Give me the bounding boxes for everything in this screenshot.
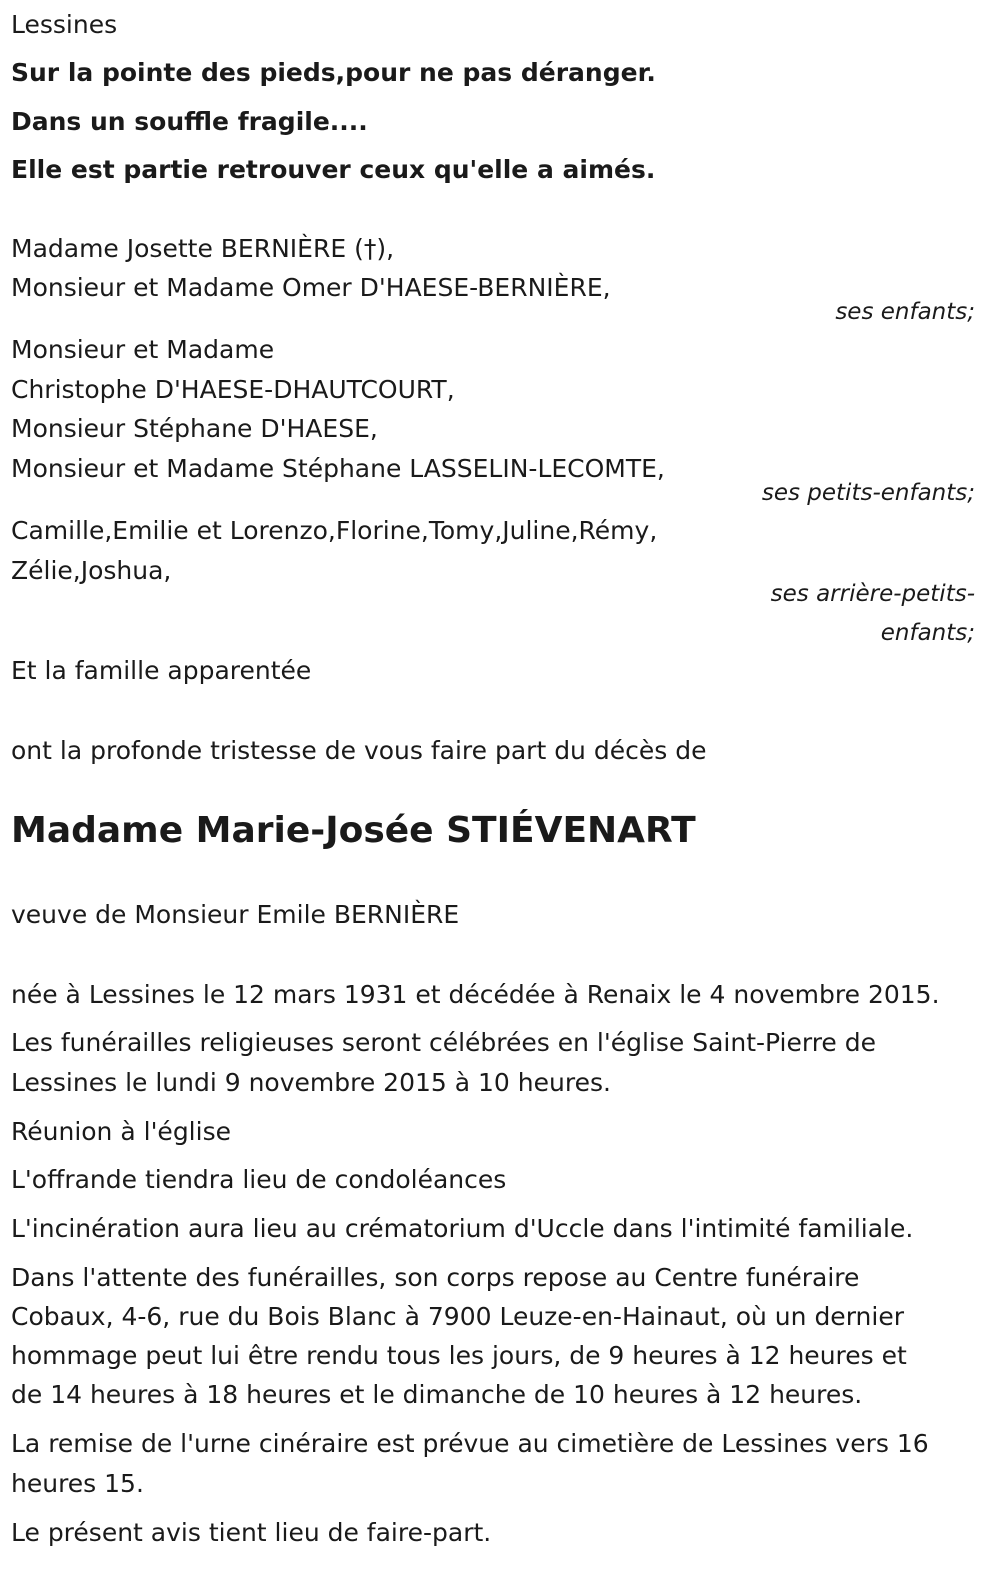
relatives: Et la famille apparentée [11, 656, 312, 685]
viewing-line-2: Cobaux, 4-6, rue du Bois Blanc à 7900 Leuze-en-Hainaut, où un dernier [11, 1302, 904, 1331]
great-grandchildren-label-1: ses arrière-petits- [770, 581, 975, 607]
grandchild-2: Christophe D'HAESE-DHAUTCOURT, [11, 375, 455, 404]
great-grandchildren-label-2: enfants; [880, 620, 975, 646]
cremation: L'incinération aura lieu au crématorium d'Uccle dans l'intimité familiale. [11, 1214, 914, 1243]
funeral-line-1: Les funérailles religieuses seront célébrées en l'église Saint-Pierre de [11, 1028, 877, 1057]
viewing-line-1: Dans l'attente des funérailles, son corps repose au Centre funéraire [11, 1263, 860, 1292]
viewing-line-3: hommage peut lui être rendu tous les jours, de 9 heures à 12 heures et [11, 1341, 907, 1370]
widow-of: veuve de Monsieur Emile BERNIÈRE [11, 900, 460, 929]
urn-line-1: La remise de l'urne cinéraire est prévue au cimetière de Lessines vers 16 [11, 1429, 929, 1458]
urn-line-2: heures 15. [11, 1469, 144, 1498]
place-name: Lessines [11, 10, 118, 39]
funeral-line-2: Lessines le lundi 9 novembre 2015 à 10 heures. [11, 1068, 611, 1097]
grandchild-3: Monsieur Stéphane D'HAESE, [11, 414, 378, 443]
birth-death: née à Lessines le 12 mars 1931 et décédée à Renaix le 4 novembre 2015. [11, 980, 940, 1009]
grandchild-4: Monsieur et Madame Stéphane LASSELIN-LECOMTE, [11, 454, 665, 483]
deceased-name: Madame Marie-Josée STIÉVENART [11, 810, 696, 851]
notice: Le présent avis tient lieu de faire-part. [11, 1518, 492, 1547]
grandchild-1: Monsieur et Madame [11, 335, 275, 364]
viewing-line-4: de 14 heures à 18 heures et le dimanche de 10 heures à 12 heures. [11, 1380, 863, 1409]
grandchildren-label: ses petits-enfants; [761, 480, 975, 506]
meeting: Réunion à l'église [11, 1117, 231, 1146]
poem-line-1: Sur la pointe des pieds,pour ne pas déranger. [11, 58, 656, 87]
great-grandchild-1: Camille,Emilie et Lorenzo,Florine,Tomy,Juline,Rémy, [11, 516, 658, 545]
great-grandchild-2: Zélie,Joshua, [11, 556, 172, 585]
offering: L'offrande tiendra lieu de condoléances [11, 1165, 507, 1194]
children-label: ses enfants; [835, 299, 975, 325]
poem-line-3: Elle est partie retrouver ceux qu'elle a aimés. [11, 155, 656, 184]
child-1: Madame Josette BERNIÈRE (†), [11, 234, 395, 263]
announcement: ont la profonde tristesse de vous faire part du décès de [11, 736, 707, 765]
child-2: Monsieur et Madame Omer D'HAESE-BERNIÈRE, [11, 273, 611, 302]
poem-line-2: Dans un souffle fragile.... [11, 107, 368, 136]
